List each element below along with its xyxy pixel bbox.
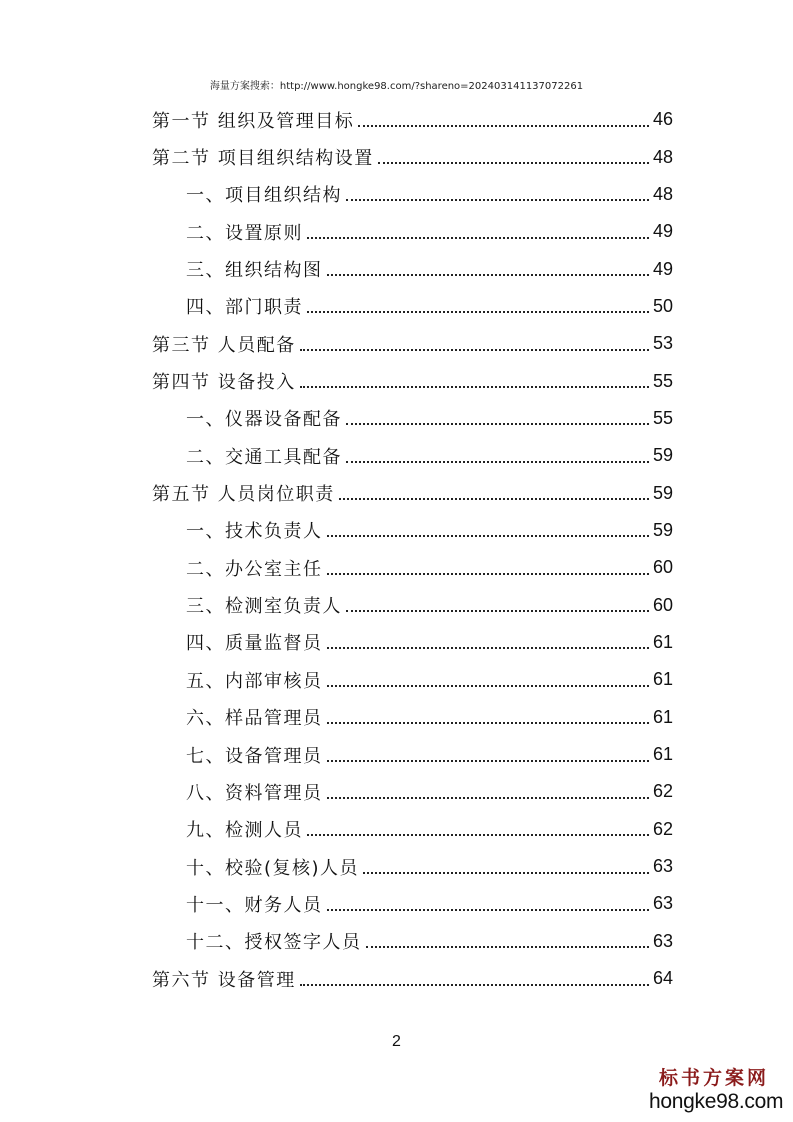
watermark-logo bbox=[649, 1066, 784, 1114]
toc-entry-label: 一、项目组织结构 bbox=[186, 181, 344, 207]
toc-entry-page: 60 bbox=[652, 594, 673, 615]
toc-entry[interactable] bbox=[152, 101, 673, 138]
toc-entry-page: 61 bbox=[652, 669, 673, 690]
toc-dot-leader bbox=[346, 423, 649, 425]
page-number: 2 bbox=[392, 1033, 401, 1050]
toc-entry[interactable] bbox=[152, 773, 673, 810]
toc-entry-label: 四、质量监督员 bbox=[186, 629, 325, 655]
toc-entry-label: 十、校验(复核)人员 bbox=[186, 854, 361, 880]
toc-entry-label: 第四节 设备投入 bbox=[152, 368, 298, 394]
toc-dot-leader bbox=[300, 349, 649, 351]
toc-entry-page: 62 bbox=[652, 818, 673, 839]
table-of-contents bbox=[152, 101, 673, 997]
toc-entry-label: 九、检测人员 bbox=[186, 816, 305, 842]
toc-dot-leader bbox=[327, 535, 649, 537]
toc-dot-leader bbox=[327, 760, 649, 762]
toc-entry[interactable] bbox=[152, 437, 673, 474]
toc-dot-leader bbox=[346, 461, 649, 463]
toc-entry[interactable] bbox=[152, 736, 673, 773]
toc-entry[interactable] bbox=[152, 549, 673, 586]
toc-entry-page: 62 bbox=[652, 781, 673, 802]
toc-entry-page: 60 bbox=[652, 557, 673, 578]
toc-entry-label: 八、资料管理员 bbox=[186, 779, 325, 805]
toc-entry-label: 二、办公室主任 bbox=[186, 555, 325, 581]
toc-entry-label: 三、组织结构图 bbox=[186, 256, 325, 282]
toc-entry-page: 48 bbox=[652, 146, 673, 167]
toc-entry-page: 48 bbox=[652, 183, 673, 204]
toc-dot-leader bbox=[378, 162, 649, 164]
toc-entry-page: 64 bbox=[652, 968, 673, 989]
toc-entry[interactable] bbox=[152, 811, 673, 848]
toc-entry-label: 二、设置原则 bbox=[186, 219, 305, 245]
toc-entry-page: 55 bbox=[652, 370, 673, 391]
toc-entry[interactable] bbox=[152, 960, 673, 997]
toc-entry-page: 61 bbox=[652, 744, 673, 765]
toc-dot-leader bbox=[346, 199, 649, 201]
toc-dot-leader bbox=[358, 125, 649, 127]
toc-entry-label: 二、交通工具配备 bbox=[186, 443, 344, 469]
toc-entry-page: 59 bbox=[652, 445, 673, 466]
toc-entry-label: 六、样品管理员 bbox=[186, 704, 325, 730]
toc-dot-leader bbox=[327, 573, 649, 575]
toc-dot-leader bbox=[307, 237, 649, 239]
toc-entry[interactable] bbox=[152, 624, 673, 661]
toc-dot-leader bbox=[300, 984, 649, 986]
toc-entry-label: 十二、授权签字人员 bbox=[186, 928, 364, 954]
toc-entry-page: 55 bbox=[652, 407, 673, 428]
toc-dot-leader bbox=[346, 610, 649, 612]
toc-entry[interactable] bbox=[152, 699, 673, 736]
toc-entry[interactable] bbox=[152, 250, 673, 287]
toc-dot-leader bbox=[327, 274, 649, 276]
header-note: 海量方案搜索：http://www.hongke98.com/?shareno=20240314113707226​1 bbox=[209, 81, 584, 92]
toc-entry-label: 第五节 人员岗位职责 bbox=[152, 480, 337, 506]
toc-entry[interactable] bbox=[152, 400, 673, 437]
toc-entry-label: 十一、财务人员 bbox=[186, 891, 325, 917]
toc-entry[interactable] bbox=[152, 213, 673, 250]
toc-entry-page: 46 bbox=[652, 109, 673, 130]
toc-entry-page: 61 bbox=[652, 631, 673, 652]
toc-dot-leader bbox=[327, 909, 649, 911]
toc-entry[interactable] bbox=[152, 474, 673, 511]
toc-entry-label: 三、检测室负责人 bbox=[186, 592, 344, 618]
toc-entry-label: 一、技术负责人 bbox=[186, 517, 325, 543]
toc-dot-leader bbox=[366, 946, 649, 948]
watermark-title: 标书方案网 bbox=[658, 1067, 769, 1089]
toc-entry-label: 五、内部审核员 bbox=[186, 667, 325, 693]
toc-dot-leader bbox=[307, 311, 649, 313]
toc-entry-label: 七、设备管理员 bbox=[186, 742, 325, 768]
toc-entry-page: 49 bbox=[652, 221, 673, 242]
toc-dot-leader bbox=[327, 797, 649, 799]
toc-entry[interactable] bbox=[152, 586, 673, 623]
toc-entry-label: 一、仪器设备配备 bbox=[186, 405, 344, 431]
toc-entry-page: 50 bbox=[652, 295, 673, 316]
toc-dot-leader bbox=[363, 872, 649, 874]
toc-entry-page: 61 bbox=[652, 706, 673, 727]
toc-entry-page: 63 bbox=[652, 893, 673, 914]
toc-entry-label: 第六节 设备管理 bbox=[152, 966, 298, 992]
toc-entry[interactable] bbox=[152, 661, 673, 698]
watermark-domain: hongke98.com bbox=[649, 1090, 784, 1113]
toc-entry-page: 49 bbox=[652, 258, 673, 279]
toc-dot-leader bbox=[307, 834, 649, 836]
toc-entry-page: 59 bbox=[652, 519, 673, 540]
toc-entry-label: 第三节 人员配备 bbox=[152, 331, 298, 357]
toc-entry[interactable] bbox=[152, 923, 673, 960]
toc-entry[interactable] bbox=[152, 325, 673, 362]
toc-entry[interactable] bbox=[152, 288, 673, 325]
toc-dot-leader bbox=[300, 386, 649, 388]
toc-entry[interactable] bbox=[152, 512, 673, 549]
toc-dot-leader bbox=[327, 647, 649, 649]
toc-entry-label: 第一节 组织及管理目标 bbox=[152, 107, 356, 133]
toc-entry-page: 63 bbox=[652, 930, 673, 951]
toc-entry-page: 53 bbox=[652, 333, 673, 354]
toc-entry-page: 63 bbox=[652, 856, 673, 877]
toc-entry-page: 59 bbox=[652, 482, 673, 503]
toc-entry[interactable] bbox=[152, 848, 673, 885]
toc-entry-label: 第二节 项目组织结构设置 bbox=[152, 144, 376, 170]
toc-entry[interactable] bbox=[152, 362, 673, 399]
toc-dot-leader bbox=[327, 685, 649, 687]
toc-entry[interactable] bbox=[152, 176, 673, 213]
toc-entry[interactable] bbox=[152, 885, 673, 922]
toc-dot-leader bbox=[339, 498, 649, 500]
toc-entry-label: 四、部门职责 bbox=[186, 293, 305, 319]
toc-entry[interactable] bbox=[152, 138, 673, 175]
toc-dot-leader bbox=[327, 722, 649, 724]
